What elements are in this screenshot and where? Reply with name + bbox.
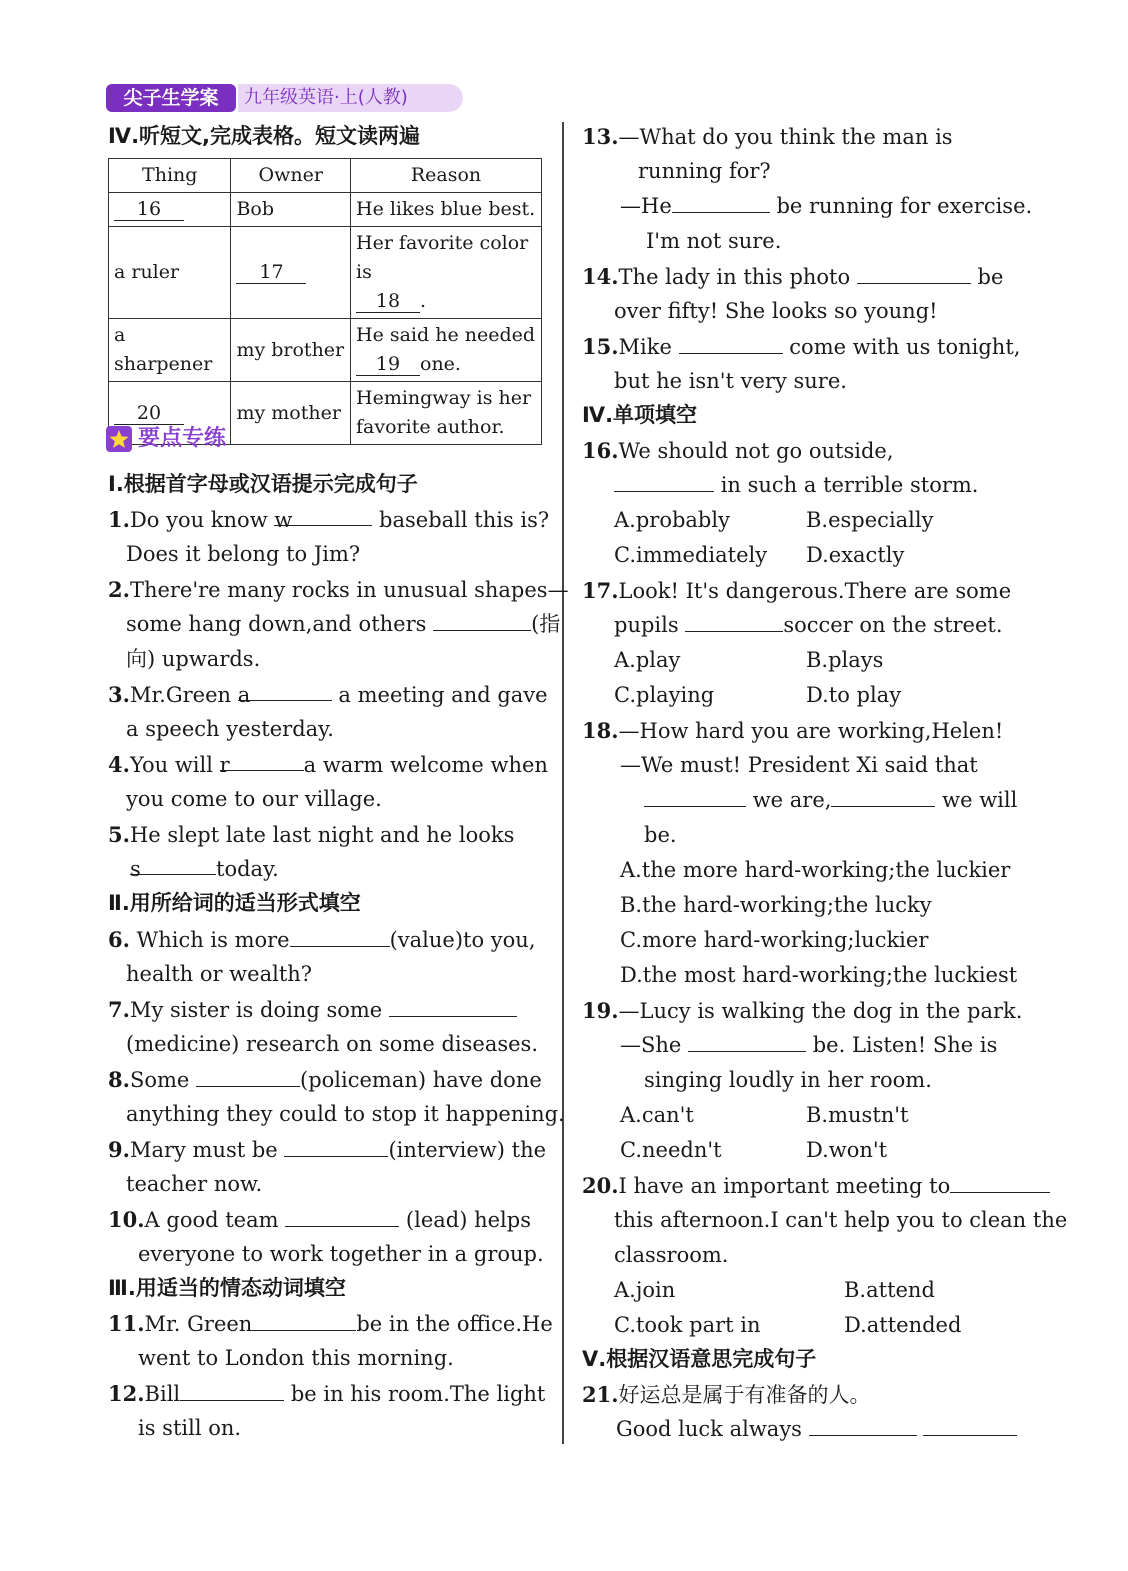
key-points-heading: 要点专练 — [138, 426, 227, 451]
answer-blank-17[interactable]: 17 — [236, 261, 306, 284]
section-5-title: Ⅴ.根据汉语意思完成句子 — [582, 1347, 817, 1371]
option[interactable]: D.the most hard-working;the luckiest — [620, 963, 1018, 987]
question-15: 15.Mike come with us tonight, — [582, 329, 1020, 365]
blank[interactable]: w — [274, 503, 372, 526]
blank[interactable] — [685, 609, 783, 632]
question-5: 5.He slept late last night and he looks — [108, 822, 515, 847]
blank[interactable]: a — [238, 678, 332, 701]
blank[interactable] — [831, 784, 935, 807]
blank[interactable] — [180, 1378, 284, 1401]
question-20: 20.I have an important meeting to — [582, 1168, 1050, 1204]
table-row: a ruler 17 Her favorite color is 18 . — [109, 227, 542, 319]
section-2-title: Ⅱ.用所给词的适当形式填空 — [108, 891, 361, 915]
question-12: 12.Bill be in his room.The light — [108, 1376, 545, 1412]
blank[interactable] — [950, 1170, 1050, 1193]
blank[interactable] — [196, 1064, 300, 1087]
question-13: 13.—What do you think the man is — [582, 124, 953, 149]
option[interactable]: A.join — [614, 1278, 676, 1302]
option[interactable]: A.probably — [614, 508, 730, 532]
option[interactable]: C.more hard-working;luckier — [620, 928, 929, 952]
question-21: 21.好运总是属于有准备的人。 — [582, 1382, 871, 1407]
option[interactable]: A.play — [614, 648, 681, 672]
answer-blank-18[interactable]: 18 — [356, 290, 420, 313]
option[interactable]: C.took part in — [614, 1313, 761, 1337]
option[interactable]: C.playing — [614, 683, 715, 707]
question-9: 9.Mary must be (interview) the — [108, 1132, 546, 1168]
answer-blank-20[interactable]: 20 — [114, 402, 184, 425]
answer-blank-19[interactable]: 19 — [356, 353, 420, 376]
table-header: Owner — [231, 159, 351, 193]
blank[interactable] — [809, 1413, 917, 1436]
option[interactable]: A.can't — [620, 1103, 694, 1127]
option[interactable]: C.needn't — [620, 1138, 722, 1162]
question-2: 2.There're many rocks in unusual shapes— — [108, 577, 569, 602]
option[interactable]: B.plays — [806, 648, 884, 672]
question-4: 4.You will r a warm welcome when — [108, 747, 548, 783]
section-3-title: Ⅲ.用适当的情态动词填空 — [108, 1276, 346, 1300]
question-14: 14.The lady in this photo be — [582, 259, 1003, 295]
question-6: 6. Which is more (value)to you, — [108, 922, 536, 958]
question-16: 16.We should not go outside, — [582, 438, 894, 463]
blank[interactable] — [679, 331, 783, 354]
option[interactable]: A.the more hard-working;the luckier — [620, 858, 1011, 882]
table-header: Thing — [109, 159, 231, 193]
book-subtitle: 九年级英语·上(人教) — [238, 84, 463, 112]
blank[interactable] — [284, 1134, 388, 1157]
blank[interactable] — [857, 261, 971, 284]
option[interactable]: C.immediately — [614, 543, 768, 567]
table-header: Reason — [351, 159, 542, 193]
column-divider — [562, 122, 564, 1444]
question-1: 1.Do you know w baseball this is? — [108, 502, 549, 538]
blank[interactable] — [433, 608, 531, 631]
option[interactable]: B.the hard-working;the lucky — [620, 893, 932, 917]
blank[interactable] — [923, 1413, 1017, 1436]
star-icon — [106, 426, 132, 452]
listening-table — [108, 158, 542, 445]
question-7: 7.My sister is doing some — [108, 992, 517, 1028]
question-18: 18.—How hard you are working,Helen! — [582, 718, 1004, 743]
question-11: 11.Mr. Green be in the office.He — [108, 1306, 553, 1342]
blank[interactable] — [285, 1204, 399, 1227]
section-4-title: Ⅳ.单项填空 — [582, 403, 698, 427]
question-10: 10.A good team (lead) helps — [108, 1202, 531, 1238]
question-3: 3.Mr.Green a a meeting and gave — [108, 677, 548, 713]
blank[interactable]: r — [220, 748, 304, 771]
question-19: 19.—Lucy is walking the dog in the park. — [582, 998, 1023, 1023]
blank[interactable] — [644, 784, 746, 807]
section-1-title: Ⅰ.根据首字母或汉语提示完成句子 — [108, 472, 418, 496]
brand-badge: 尖子生学案 — [106, 84, 236, 112]
option[interactable]: B.attend — [844, 1278, 935, 1302]
table-row: 16 Bob He likes blue best. — [109, 193, 542, 227]
question-17: 17.Look! It's dangerous.There are some — [582, 578, 1012, 603]
blank[interactable] — [290, 924, 390, 947]
section-listening-title: Ⅳ.听短文,完成表格。短文读两遍 — [108, 124, 421, 148]
blank[interactable] — [252, 1308, 356, 1331]
blank[interactable]: s — [130, 852, 216, 875]
option[interactable]: B.mustn't — [806, 1103, 909, 1127]
answer-blank-16[interactable]: 16 — [114, 198, 184, 221]
option[interactable]: D.won't — [806, 1138, 888, 1162]
blank[interactable] — [389, 994, 517, 1017]
option[interactable]: D.exactly — [806, 543, 905, 567]
question-8: 8.Some (policeman) have done — [108, 1062, 542, 1098]
blank[interactable] — [614, 469, 714, 492]
option[interactable]: D.attended — [844, 1313, 962, 1337]
blank[interactable] — [688, 1029, 806, 1052]
table-row: a sharpener my brother He said he needed 19 one. — [109, 319, 542, 382]
option[interactable]: D.to play — [806, 683, 902, 707]
blank[interactable] — [672, 190, 770, 213]
option[interactable]: B.especially — [806, 508, 934, 532]
table-row: 20 my mother Hemingway is her favorite author. — [109, 382, 542, 445]
